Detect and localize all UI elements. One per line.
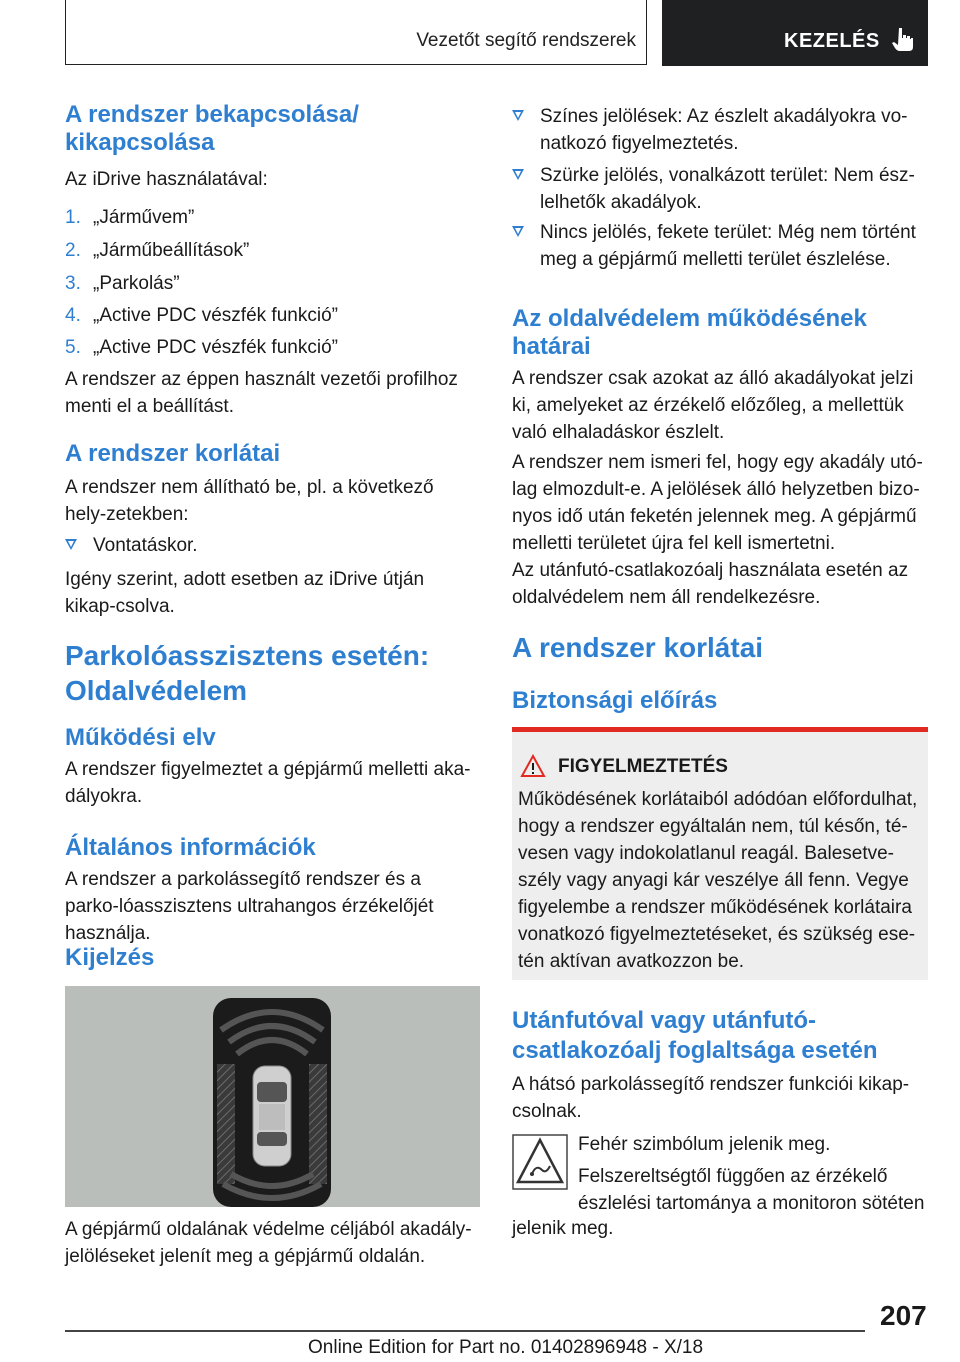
bullet-item xyxy=(512,219,928,273)
trailer-text: A hátsó parkolássegítő rendszer funkciói kikap-csolnak. xyxy=(512,1074,910,1122)
triangle-bullet-icon xyxy=(65,539,77,550)
image-caption: A gépjármű oldalának védelme céljából akadály-jelöléseket jelenít meg a gépjármű oldalán. xyxy=(65,1219,472,1267)
list-item xyxy=(65,237,249,264)
list-text: „Parkolás” xyxy=(93,273,180,294)
list-number: 3. xyxy=(65,273,81,294)
hand-pointer-icon xyxy=(892,26,914,52)
heading-limits-2: A rendszer korlátai xyxy=(512,632,764,663)
equipment-text-1: Felszereltségtől függően az érzékelő xyxy=(578,1166,888,1187)
heading-switch: A rendszer bekapcsolása/ kikapcsolása xyxy=(65,101,359,156)
list-number: 4. xyxy=(65,305,81,326)
profile-note: A rendszer az éppen használt vezetői profilhoz menti el a beállítást. xyxy=(65,369,458,417)
equipment-text-2: észlelési tartománya a monitoron sötéten xyxy=(578,1193,925,1214)
bullet-text: Színes jelölések: Az észlelt akadályokra vo-natkozó figyelmeztetés. xyxy=(540,106,908,154)
idrive-intro: Az iDrive használatával: xyxy=(65,169,268,190)
list-text: „Active PDC vészfék funkció” xyxy=(93,337,338,358)
side-limits-text-3: Az utánfutó-csatlakozóalj használata esetén az oldalvédelem nem áll rendelkezésre. xyxy=(512,560,909,608)
bullet-text: Vontatáskor. xyxy=(93,535,198,556)
bullet-item xyxy=(512,103,928,157)
trailer-warning-icon xyxy=(512,1134,568,1190)
list-text: „Járműbeállítások” xyxy=(93,240,250,261)
triangle-bullet-icon xyxy=(512,110,524,121)
chapter-tab[interactable] xyxy=(662,0,928,66)
heading-limits: A rendszer korlátai xyxy=(65,440,281,467)
heading-display: Kijelzés xyxy=(65,944,155,971)
heading-general: Általános információk xyxy=(65,834,316,861)
heading-parking: Parkolóasszisztens esetén: Oldalvédelem xyxy=(65,640,430,706)
warning-title: FIGYELMEZTETÉS xyxy=(558,756,728,777)
chapter-tab-label: KEZELÉS xyxy=(784,30,880,52)
heading-principle: Működési elv xyxy=(65,724,216,751)
list-text: „Járművem” xyxy=(93,207,195,228)
heading-safety: Biztonsági előírás xyxy=(512,687,718,714)
warning-box xyxy=(512,732,928,980)
bullet-item xyxy=(512,162,928,216)
bullet-text: Nincs jelölés, fekete terület: Még nem történt meg a gépjármű melletti terület észlelése. xyxy=(540,222,916,270)
heading-trailer: Utánfutóval vagy utánfutó-csatlakozóalj foglaltsága esetén xyxy=(512,1007,878,1064)
warning-triangle-icon xyxy=(520,754,546,778)
edition-footer: Online Edition for Part no. 01402896948 - X/18 xyxy=(308,1337,704,1358)
list-number: 1. xyxy=(65,207,81,228)
bullet-item xyxy=(65,532,465,559)
bullet-text: Szürke jelölés, vonalkázott terület: Nem ész-lelhetők akadályok. xyxy=(540,165,915,213)
list-number: 2. xyxy=(65,240,81,261)
list-item xyxy=(65,302,338,329)
list-item xyxy=(65,204,194,231)
side-limits-text-1: A rendszer csak azokat az álló akadályokat jelzi ki, amelyeket az érzékelő előzőleg, a mellettük való elhaladáskor észlelt. xyxy=(512,368,914,443)
triangle-bullet-icon xyxy=(512,169,524,180)
general-text: A rendszer a parkolássegítő rendszer és a parko-lóasszisztens ultrahangos érzékelőjét használja. xyxy=(65,869,434,944)
warning-text: Működésének korlátaiból adódóan előfordulhat, hogy a rendszer egyáltalán nem, túl későn, té-vesen vagy indokolatlanul reagál. Balesetve-szély vagy anyagi kár veszélye áll fenn. Vegye figyelembe a rendszer működésének korlátaira vonatkozó figyelmeztetéseket, és szükség ese-tén aktívan avatkozzon be. xyxy=(518,789,918,972)
demand-text: Igény szerint, adott esetben az iDrive útján kikap-csolva. xyxy=(65,569,425,617)
heading-side-limits: Az oldalvédelem működésének határai xyxy=(512,305,867,360)
side-protection-display-image xyxy=(65,986,480,1207)
list-item xyxy=(65,270,180,297)
section-title: Vezetőt segítő rendszerek xyxy=(416,30,636,51)
list-number: 5. xyxy=(65,337,81,358)
triangle-bullet-icon xyxy=(512,226,524,237)
list-text: „Active PDC vészfék funkció” xyxy=(93,305,338,326)
side-limits-text-2: A rendszer nem ismeri fel, hogy egy akadály utó-lag elmozdult-e. A jelölések álló helyzetben bizo-nyos idő után feketén jelennek meg. A gépjármű melletti területet újra fel kell ismertetni. xyxy=(512,452,923,554)
limits-text: A rendszer nem állítható be, pl. a következő hely-zetekben: xyxy=(65,477,434,525)
list-item xyxy=(65,334,338,361)
page-number: 207 xyxy=(880,1300,927,1331)
equipment-text-3: jelenik meg. xyxy=(512,1218,614,1239)
principle-text: A rendszer figyelmeztet a gépjármű melletti aka-dályokra. xyxy=(65,759,471,807)
footer-divider xyxy=(65,1330,865,1332)
white-symbol-text: Fehér szimbólum jelenik meg. xyxy=(578,1134,831,1155)
